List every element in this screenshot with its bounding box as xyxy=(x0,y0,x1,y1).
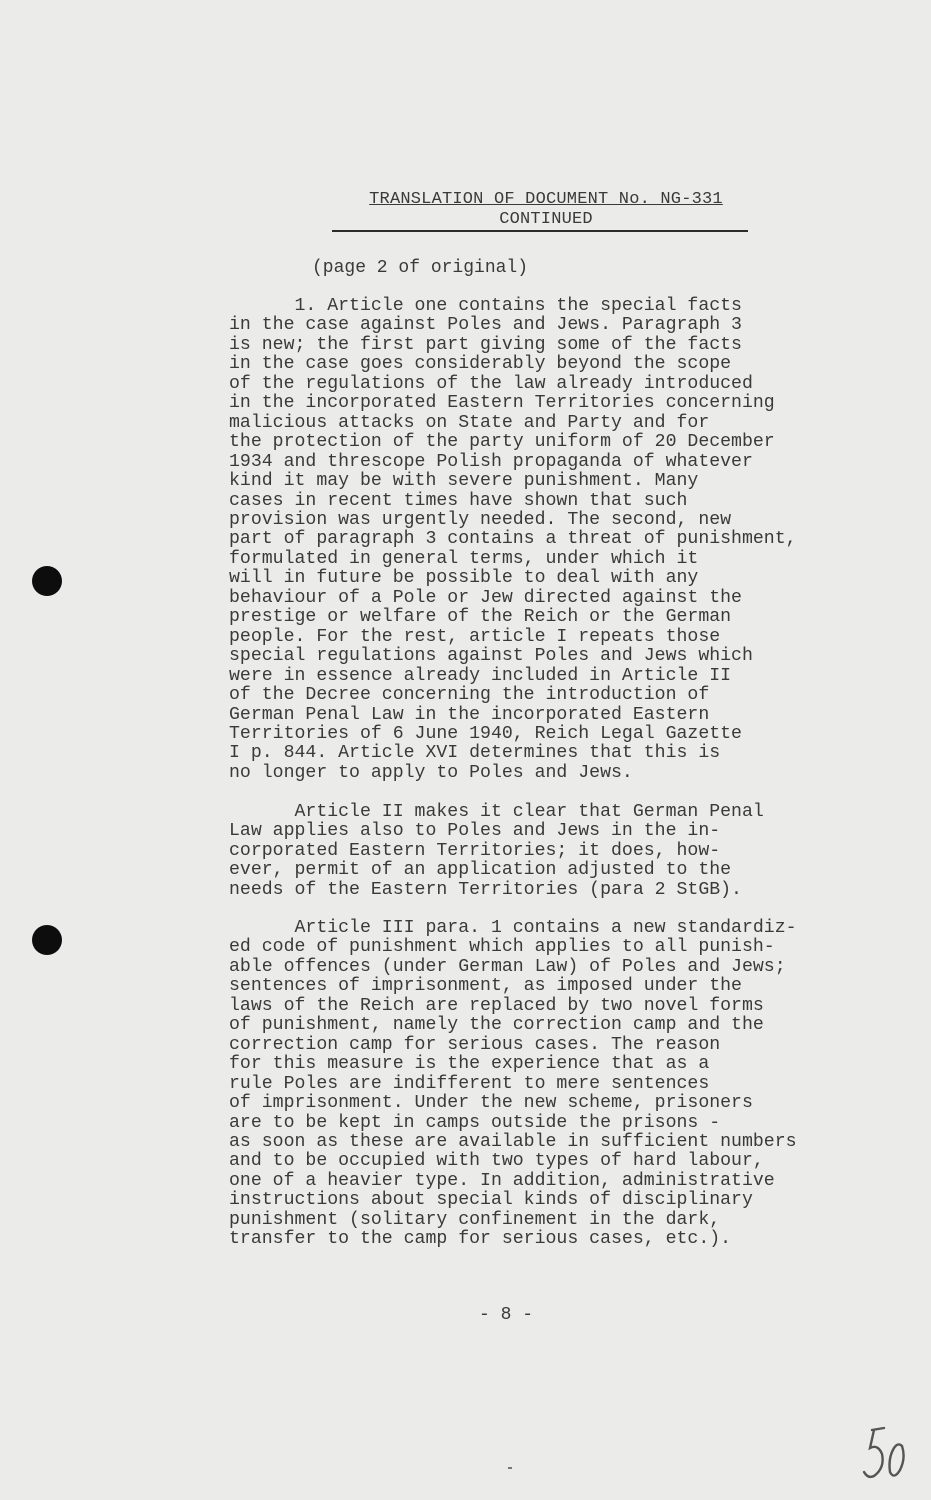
text-line: behaviour of a Pole or Jew directed against the xyxy=(229,587,742,608)
text-line: malicious attacks on State and Party and for xyxy=(229,412,710,433)
document-title xyxy=(344,190,748,230)
text-line: ever, permit of an application adjusted to the xyxy=(229,860,732,881)
text-line: is new; the first part giving some of the facts xyxy=(229,334,742,355)
text-line: Territories of 6 June 1940, Reich Legal Gazette xyxy=(229,723,742,744)
text-line: punishment (solitary confinement in the dark, xyxy=(229,1209,721,1230)
text-line: for this measure is the experience that as a xyxy=(229,1054,710,1075)
text-line: Article II makes it clear that German Penal xyxy=(229,802,764,822)
text-line: 1. Article one contains the special facts xyxy=(229,296,742,316)
stray-mark xyxy=(508,1467,512,1469)
text-line: laws of the Reich are replaced by two novel forms xyxy=(229,995,764,1016)
text-line: as soon as these are available in sufficient numbers xyxy=(229,1131,797,1152)
paragraph-article-one xyxy=(229,297,869,783)
text-line: of the regulations of the law already introduced xyxy=(229,373,753,394)
text-line: special regulations against Poles and Jews which xyxy=(229,646,753,667)
text-line: no longer to apply to Poles and Jews. xyxy=(229,762,633,783)
text-line: transfer to the camp for serious cases, etc.). xyxy=(229,1229,732,1250)
text-line: of the Decree concerning the introduction of xyxy=(229,685,710,706)
text-line: Article III para. 1 contains a new standardiz- xyxy=(229,918,797,938)
text-line: of punishment, namely the correction camp and the xyxy=(229,1015,764,1036)
text-line: people. For the rest, article I repeats those xyxy=(229,626,721,647)
text-line: provision was urgently needed. The second, new xyxy=(229,509,732,530)
page-number: - 8 - xyxy=(479,1305,534,1325)
text-line: sentences of imprisonment, as imposed under the xyxy=(229,976,742,997)
paragraph-article-two xyxy=(229,803,869,900)
text-line: and to be occupied with two types of hard labour, xyxy=(229,1151,764,1172)
title-line-1: TRANSLATION OF DOCUMENT No. NG-331 xyxy=(369,190,723,209)
text-line: rule Poles are indifferent to mere sentences xyxy=(229,1073,710,1094)
binder-hole-bottom xyxy=(32,925,62,955)
text-line: of imprisonment. Under the new scheme, prisoners xyxy=(229,1093,753,1114)
paragraph-article-three xyxy=(229,919,869,1250)
text-line: will in future be possible to deal with any xyxy=(229,568,699,589)
text-line: German Penal Law in the incorporated Eastern xyxy=(229,704,710,725)
text-line: corporated Eastern Territories; it does, how- xyxy=(229,840,721,861)
text-line: formulated in general terms, under which it xyxy=(229,548,699,569)
text-line: kind it may be with severe punishment. Many xyxy=(229,471,699,492)
title-underline-rule xyxy=(332,230,748,232)
text-line: 1934 and threscope Polish propaganda of whatever xyxy=(229,451,753,472)
title-line-2: CONTINUED xyxy=(499,210,593,229)
text-line: part of paragraph 3 contains a threat of punishment, xyxy=(229,529,797,550)
text-line: instructions about special kinds of disciplinary xyxy=(229,1190,753,1211)
text-line: were in essence already included in Article II xyxy=(229,665,732,686)
text-line: I p. 844. Article XVI determines that this is xyxy=(229,743,721,764)
text-line: needs of the Eastern Territories (para 2 StGB). xyxy=(229,879,742,900)
binder-hole-top xyxy=(32,566,62,596)
page-note: (page 2 of original) xyxy=(312,258,529,278)
text-line: Law applies also to Poles and Jews in the in- xyxy=(229,821,721,842)
text-line: the protection of the party uniform of 20 December xyxy=(229,432,775,453)
text-line: in the incorporated Eastern Territories concerning xyxy=(229,393,775,414)
text-line: able offences (under German Law) of Poles and Jews; xyxy=(229,956,786,977)
text-line: in the case against Poles and Jews. Paragraph 3 xyxy=(229,315,742,336)
text-line: one of a heavier type. In addition, administrative xyxy=(229,1170,775,1191)
text-line: ed code of punishment which applies to all punish- xyxy=(229,937,775,958)
handwritten-folio-number xyxy=(858,1424,914,1484)
text-line: in the case goes considerably beyond the scope xyxy=(229,354,732,375)
text-line: are to be kept in camps outside the prisons - xyxy=(229,1112,721,1133)
text-line: cases in recent times have shown that such xyxy=(229,490,688,511)
text-line: prestige or welfare of the Reich or the German xyxy=(229,607,732,628)
text-line: correction camp for serious cases. The reason xyxy=(229,1034,721,1055)
